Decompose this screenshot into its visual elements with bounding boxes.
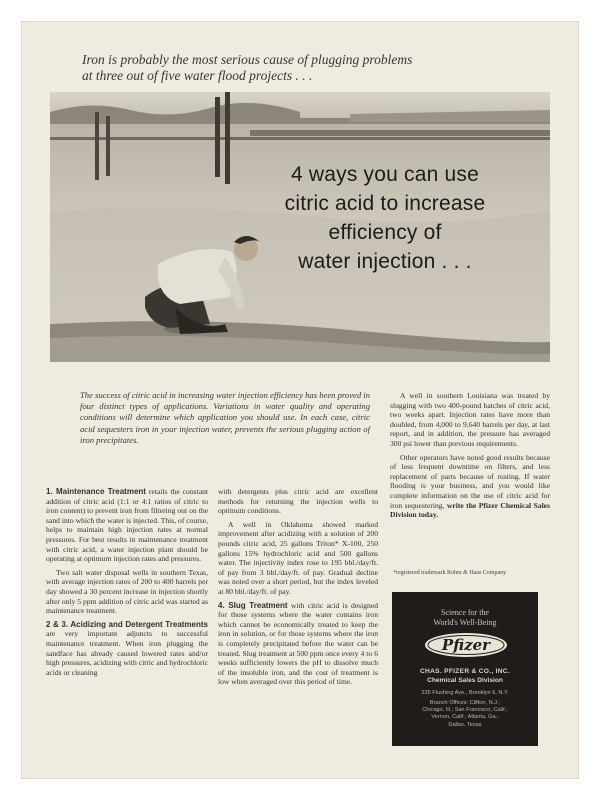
photo-title-line-3: efficiency of <box>328 221 442 244</box>
column-2 <box>218 487 378 691</box>
pfizer-tagline-line-1: Science for the <box>441 608 489 617</box>
headline-line-1: Iron is probably the most serious cause of plugging problems <box>82 52 413 67</box>
trademark-footnote: *registered trademark Rohm & Haas Company <box>393 570 507 576</box>
pfizer-branch-line-3: Vernon, Calif.; Atlanta, Ga.; <box>431 714 499 721</box>
section-1-text: retails the constant addition of citric acid (1:1 or 4:1 ratios of citric to iron content) to prevent iron from filtering out on the sand into which the water is injected. This, of course, helps to maintain high injection rates at normal pressures. For best results in maintenance treatment with citric acid, a water injection plant should be operating at optimum injection rates and pressures. <box>46 487 208 564</box>
section-1-heading: 1. Maintenance Treatment <box>46 487 146 496</box>
section-2 <box>46 620 208 678</box>
intro-paragraph: The success of citric acid in increasing water injection efficiency has been proved in four distinct types of applications. Variations in water quality and operating conditions will determine which application you should use. In each case, citric acid sequesters iron in your injection water, prevents the serious plugging action of iron precipitates. <box>80 390 370 445</box>
pfizer-branch-line-2: Chicago, Ill.; San Francisco, Calif.; <box>422 707 508 714</box>
contact-text: Other operators have noted good results because of less frequent downtime on filters, and less replacement of parts because of rusting. If water flooding is your business, and you would like complete information on the use of citric acid for iron sequestering, <box>390 452 550 510</box>
pfizer-division: Chemical Sales Division <box>427 677 503 684</box>
contact-call-to-action: write the Pfizer Chemical Sales Division today. <box>390 500 551 520</box>
section-2-text: are very important adjuncts to successful maintenance treatment. When iron plugging the sandface has already caused lowered rates and/or high pressures, acidizing with citric and hydrochloric acids or cleaning <box>46 629 208 677</box>
column-3 <box>390 391 550 524</box>
photo-title-line-1: 4 ways you can use <box>290 163 480 186</box>
pfizer-signature-box <box>392 592 538 746</box>
louisiana-example: A well in southern Louisiana was treated by slugging with two 400-pound batches of citric acid, two weeks apart. Injection rates have more than doubled, from 4,000 to 9,640 barrels per day, at last report, and in addition, the pressure has averaged 300 psi lower than previous requirements. <box>390 391 550 448</box>
pfizer-address: 235 Flushing Ave., Brooklyn 6, N.Y. <box>421 690 509 696</box>
pfizer-company: CHAS. PFIZER & CO., INC. <box>420 668 510 675</box>
photo-title-line-4: water injection . . . <box>298 250 472 273</box>
section-1 <box>46 487 208 564</box>
section-4-text: with citric acid is designed for those systems where the water contains iron which cannot be economically treated to keep the iron in solution, or for those systems where the iron is completely precipitated before the water can be treated. Slug treatment at 500 ppm once every 4 to 6 weeks sufficiently lowers the pH to dissolve much of the insoluble iron, and the cost of treatment is low when averaged over this period of time. <box>218 600 378 687</box>
pfizer-branch-line-1: Branch Offices: Clifton, N.J.; <box>429 700 501 706</box>
headline <box>82 52 502 84</box>
photo-title <box>230 160 540 276</box>
section-4-heading: 4. Slug Treatment <box>218 600 288 610</box>
pfizer-tagline <box>392 608 538 628</box>
section-1-example: Two salt water disposal wells in southern Texas, with average injection rates of 200 to 400 barrels per day showed a 30 percent increase in injection shortly after only 5 ppm addition of citric acid was started as maintenance treatment. <box>46 567 208 616</box>
pfizer-logo-text: Pfizer <box>441 636 491 654</box>
pfizer-branches <box>402 700 528 729</box>
pfizer-logo <box>424 632 508 658</box>
section-2-continued: with detergents plus citric acid are excellent methods for returning the injection wells to optimum conditions. <box>218 487 378 516</box>
pfizer-branch-line-4: Dallas, Texas <box>448 721 482 728</box>
pfizer-tagline-line-2: World's Well-Being <box>433 618 497 627</box>
section-2-heading: 2 & 3. Acidizing and Detergent Treatments <box>46 619 208 629</box>
section-2-example: A well in Oklahoma showed marked improvement after acidizing with a solution of 200 pounds citric acid, 25 gallons Triton* X-100, 250 gallons 15% hydrochloric acid and 500 gallons water. The injectivity index rose to 195 bbl./day/ft. of pay from 3 bbl./day/ft. of pay. Gradual decline was noted over a short period, but the index leveled at 80 bbl./day/ft. of pay. <box>218 519 378 596</box>
section-4 <box>218 601 378 687</box>
contact-paragraph <box>390 453 550 520</box>
photo-title-line-2: citric acid to increase <box>284 192 486 215</box>
headline-line-2: at three out of five water flood projects . . . <box>82 68 313 83</box>
column-1 <box>46 487 208 681</box>
